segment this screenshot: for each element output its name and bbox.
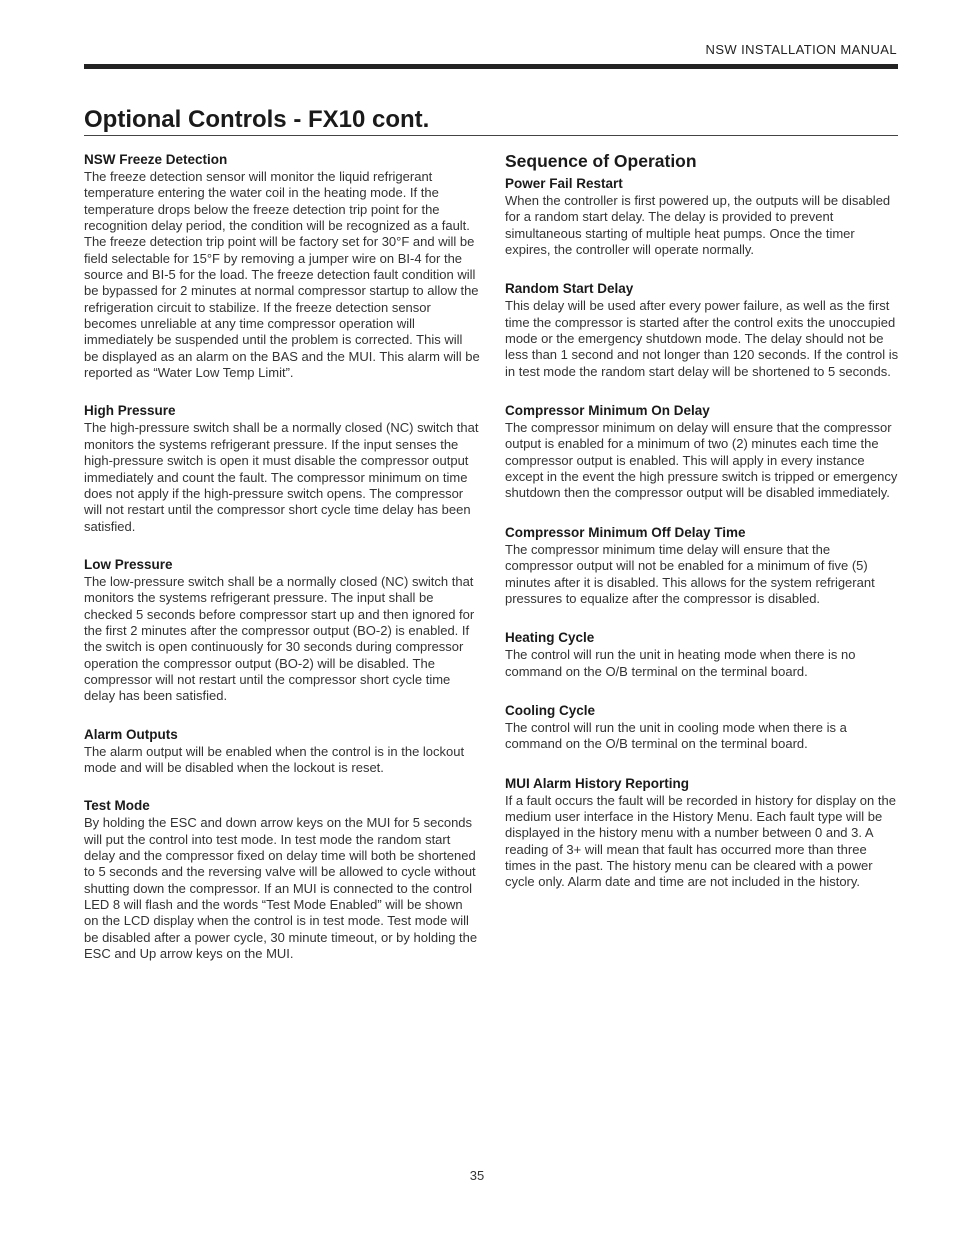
- page-title: Optional Controls - FX10 cont.: [84, 106, 430, 133]
- title-rule: [84, 135, 898, 136]
- section-low-pressure: [84, 555, 480, 705]
- section-body: The compressor minimum on delay will ensure that the compressor output is enabled for a minimum of two (2) minutes each time the compressor output is enabled. This will apply in every instance except in the event the high pressure switch is tripped or emergency shutdown then the compressor output will be disabled immediately.: [505, 420, 898, 501]
- section-power-fail-restart: [505, 174, 899, 258]
- header-rule: [84, 64, 898, 69]
- section-heading: High Pressure: [84, 403, 176, 419]
- section-body: The freeze detection sensor will monitor the liquid refrigerant temperature entering the water coil in the heating mode. If the temperature drops below the freeze detection trip point for the recognition delay period, the condition will be recognized as a fault. The freeze detection trip point will be factory set for 30°F and will be field selectable for 15°F by removing a jumper wire on BI-4 for the source and BI-5 for the load. The freeze detection fault condition will be bypassed for 2 minutes at normal compressor startup to allow the refrigeration circuit to stabilize. If the freeze detection sensor becomes unreliable at any time compressor operation will immediately be suspended until the problem is corrected. This will be displayed as an alarm on the BAS and the MUI. This alarm will be reported as “Water Low Temp Limit”.: [84, 169, 480, 381]
- section-compressor-min-off-delay: [505, 523, 899, 607]
- section-heating-cycle: [505, 628, 899, 680]
- section-body: If a fault occurs the fault will be recorded in history for display on the medium user interface in the History Menu. Each fault type will be displayed in the history menu with a number between 0 and 3. A reading of 3+ will mean that fault has occurred more than three times in the past. The history menu can be cleared with a power cycle only. Alarm date and time are not included in the history.: [505, 792, 896, 890]
- section-heading: Alarm Outputs: [84, 726, 178, 742]
- right-column: [505, 150, 899, 912]
- section-body: This delay will be used after every power failure, as well as the first time the compressor is started after the control exits the unoccupied mode or the emergency shutdown mode. The delay should not be less than 1 second and not longer than 120 seconds. If the control is in test mode the random start delay will be shortened to 5 seconds.: [505, 298, 899, 379]
- section-body: When the controller is first powered up, the outputs will be disabled for a random start delay. The delay is provided to prevent simultaneous starting of multiple heat pumps. Once the timer expires, the controller will operate normally.: [505, 193, 891, 258]
- manual-title: NSW INSTALLATION MANUAL: [705, 42, 897, 57]
- section-heading: Compressor Minimum Off Delay Time: [505, 524, 746, 540]
- section-body: The high-pressure switch shall be a normally closed (NC) switch that monitors the systems refrigerant pressure. If the input senses the high-pressure switch is open it must disable the compressor output immediately and count the fault. The compressor minimum on time does not apply if the high-pressure switch opens. The compressor will not restart until the compressor short cycle time delay has been satisfied.: [84, 420, 479, 534]
- section-body: The alarm output will be enabled when the control is in the lockout mode and will be disabled when the lockout is reset.: [84, 743, 465, 775]
- section-freeze-detection: [84, 150, 480, 381]
- section-heading: Random Start Delay: [505, 281, 634, 297]
- section-random-start-delay: [505, 279, 899, 380]
- section-body: The low-pressure switch shall be a normally closed (NC) switch that monitors the systems refrigerant pressure. The input shall be checked 5 seconds before compressor start up and then ignored for the first 2 minutes after the compressor output (BO-2) is enabled. If the switch is open continuously for 30 seconds during compressor operation the compressor output (BO-2) will be disabled. The compressor will not restart until the compressor short cycle time delay has been satisfied.: [84, 573, 475, 704]
- section-heading: Power Fail Restart: [505, 176, 623, 191]
- sequence-of-operation-title: Sequence of Operation: [505, 151, 697, 171]
- section-heading: Low Pressure: [84, 556, 173, 572]
- section-high-pressure: [84, 401, 480, 534]
- section-test-mode: [84, 796, 480, 962]
- section-body: The control will run the unit in cooling mode when there is a command on the O/B terminal on the terminal board.: [505, 719, 847, 752]
- section-heading: MUI Alarm History Reporting: [505, 775, 690, 791]
- section-body: By holding the ESC and down arrow keys on the MUI for 5 seconds will put the control into test mode. In test mode the random start delay and the compressor fixed on delay time will both be shortened to 5 seconds and the reversing valve will be allowed to cycle without shutting down the compressor. If an MUI is connected to the control LED 8 will flash and the words “Test Mode Enabled” will be shown on the LCD display when the control is in test mode. Test mode will be disabled after a power cycle, 30 minute timeout, or by holding the ESC and Up arrow keys on the MUI.: [84, 815, 478, 962]
- section-alarm-outputs: [84, 725, 480, 777]
- section-heading: Test Mode: [84, 798, 150, 814]
- page-number: 35: [469, 1168, 485, 1183]
- section-heading: NSW Freeze Detection: [84, 152, 228, 167]
- section-body: The control will run the unit in heating mode when there is no command on the O/B terminal on the terminal board.: [505, 647, 856, 679]
- section-heading: Cooling Cycle: [505, 702, 596, 718]
- section-heading: Compressor Minimum On Delay: [505, 403, 710, 419]
- section-body: The compressor minimum time delay will ensure that the compressor output will not be enabled for a minimum of five (5) minutes after it is disabled. This allows for the system refrigerant pressures to equalize after the compressor is disabled.: [505, 541, 875, 606]
- section-compressor-min-on-delay: [505, 401, 899, 502]
- left-column: [84, 150, 480, 982]
- section-mui-alarm-history: [505, 774, 899, 891]
- section-heading: Heating Cycle: [505, 630, 595, 646]
- section-cooling-cycle: [505, 701, 899, 753]
